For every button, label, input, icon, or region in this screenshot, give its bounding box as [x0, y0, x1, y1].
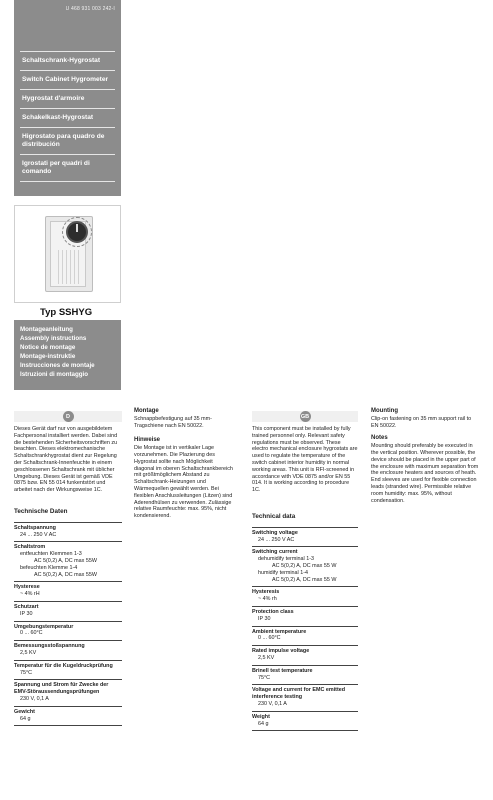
language-bar-gb	[252, 411, 358, 422]
spec-row: Hysteresis ~ 4% rh	[252, 587, 358, 607]
english-notes-title: Notes	[371, 435, 388, 442]
english-intro: This component must be installed by fully trained personnel only. Relevant safety regulations must be observed. These electro mechanical enclosure hygrostats are used to regulate the temperature of the switch cabinet interior humidity in normal working areas. This unit is RFI-screened in accordance with VDE 0875 and/or EN 55 014. It is working according to procedure 1C.	[252, 426, 358, 494]
instruction-de: Montageanleitung	[20, 326, 73, 333]
language-badge-gb: GB	[300, 411, 311, 422]
language-bar-de	[14, 411, 122, 422]
spec-row: Hysterese ~ 4% rH	[14, 582, 122, 602]
spec-row: Weight 64 g	[252, 712, 358, 732]
document-number: U 468 931 003 242-I	[65, 6, 115, 12]
spec-row: Protection class IP 30	[252, 607, 358, 627]
german-hinweise-title: Hinweise	[134, 437, 161, 444]
english-mounting-text: Clip-on fastening on 35 mm support rail to EN 50022.	[371, 415, 472, 429]
spec-row: Gewicht 64 g	[14, 707, 122, 727]
instruction-nl: Montage-instruktie	[20, 353, 76, 360]
english-column-mounting	[371, 408, 479, 509]
title-en: Switch Cabinet Hygrometer	[20, 71, 115, 90]
product-model: Typ SSHYG	[40, 307, 93, 318]
instruction-fr: Notice de montage	[20, 344, 76, 351]
spec-row: Umgebungstemperatur 0 ... 60°C	[14, 622, 122, 642]
spec-row: Temperatur für die Kugeldruckprüfung 75°C	[14, 661, 122, 681]
spec-row: Rated impulse voltage 2,5 KV	[252, 646, 358, 666]
english-spec-list	[252, 527, 358, 732]
spec-row: Ambient temperature 0 ... 60°C	[252, 627, 358, 647]
title-de: Schaltschrank-Hygrostat	[20, 52, 115, 71]
spec-row: Bemessungsstoßspannung 2,5 KV	[14, 641, 122, 661]
title-list	[20, 51, 115, 182]
title-es: Higrostato para quadro de distribución	[20, 128, 115, 155]
vent-slots	[58, 250, 80, 284]
title-nl: Schakelkast-Hygrostat	[20, 109, 115, 128]
english-column-main	[252, 426, 358, 731]
instruction-it: Istruzioni di montaggio	[20, 371, 89, 378]
instruction-es: Instrucciones de montaje	[20, 362, 95, 369]
german-column-mounting	[134, 408, 234, 525]
instructions-panel	[14, 320, 121, 390]
title-panel	[14, 0, 121, 196]
german-montage-title: Montage	[134, 408, 159, 414]
title-it: Igrostati per quadri di comando	[20, 155, 115, 182]
instruction-en: Assembly instructions	[20, 335, 87, 342]
spec-row: Brinell test temperature 75°C	[252, 666, 358, 686]
german-hinweise-text: Die Montage ist in vertikaler Lage vorzunehmen. Die Plazierung des Hygrostat sollte nach Möglichkeit diagonal im oberen Schaltschrankbereich mit größtmöglichem Abstand zu Schaltschrank-Heizungen und Wärmequellen gewählt werden. Bei flexiblen Anschlussleitungen (Litzen) sind Aderendhülsen zu verwenden. Zulässige relative Raumfeuchte: max. 95%, nicht kondensierend.	[134, 445, 233, 520]
spec-row: Switching voltage 24 ... 250 V AC	[252, 527, 358, 548]
spec-row: Voltage and current for EMC emitted interference testing 230 V, 0,1 A	[252, 685, 358, 711]
spec-row: Switching current dehumidify terminal 1-3 AC 5(0,2) A, DC max 55 W humidify terminal 1-4 AC 5(0,2) A, DC max 55 W	[252, 547, 358, 587]
spec-row: Schaltspannung 24 ... 250 V AC	[14, 522, 122, 543]
spec-row: Spannung und Strom für Zwecke der EMV-Störaussendungsprüfungen 230 V, 0,1 A	[14, 680, 122, 706]
language-badge-de: D	[63, 411, 74, 422]
german-intro: Dieses Gerät darf nur von ausgebildetem Fachpersonal installiert werden. Dabei sind die bestehenden Sicherheitsvorschriften zu beachten. Dieses elektromechanische Schaltschrankhygrostat dient zur Regelung der Schaltschrank-Innenfeuchte in einem geschlossenen Schaltschrank mit üblicher Umgebung. Dieses Gerät ist gemäß VDE 0875 bzw. EN 55 014 funkentstört und arbeitet nach der Wirkungsweise 1C.	[14, 426, 118, 494]
title-fr: Hygrostat d'armoire	[20, 90, 115, 109]
spec-row: Schaltstrom entfeuchten Klemmen 1-3 AC 5(0,2) A, DC max 55W befeuchten Klemme 1-4 AC 5(0,2) A, DC max 55W	[14, 542, 122, 582]
english-mounting-title: Mounting	[371, 408, 398, 414]
german-tech-title: Technische Daten	[14, 507, 68, 515]
hygrostat-device-illustration	[45, 216, 93, 292]
spec-row: Schutzart IP 30	[14, 602, 122, 622]
english-notes-text: Mounting should preferably be executed in the vertical position. Wherever possible, the device should be placed in the upper part of the enclosure with maximum separation from the enclosure heaters and sources of heath. End sleeves are used for flexible connection leads (stranded wire). Permissible relative room humidity: max. 95%, without condensation.	[371, 443, 479, 504]
english-tech-title: Technical data	[252, 512, 296, 520]
german-column-main	[14, 426, 122, 726]
adjustment-knob	[66, 221, 88, 243]
german-spec-list	[14, 522, 122, 727]
product-image	[14, 205, 121, 303]
german-montage-text: Schnappbefestigung auf 35 mm-Tragschiene nach EN 50022.	[134, 415, 212, 429]
